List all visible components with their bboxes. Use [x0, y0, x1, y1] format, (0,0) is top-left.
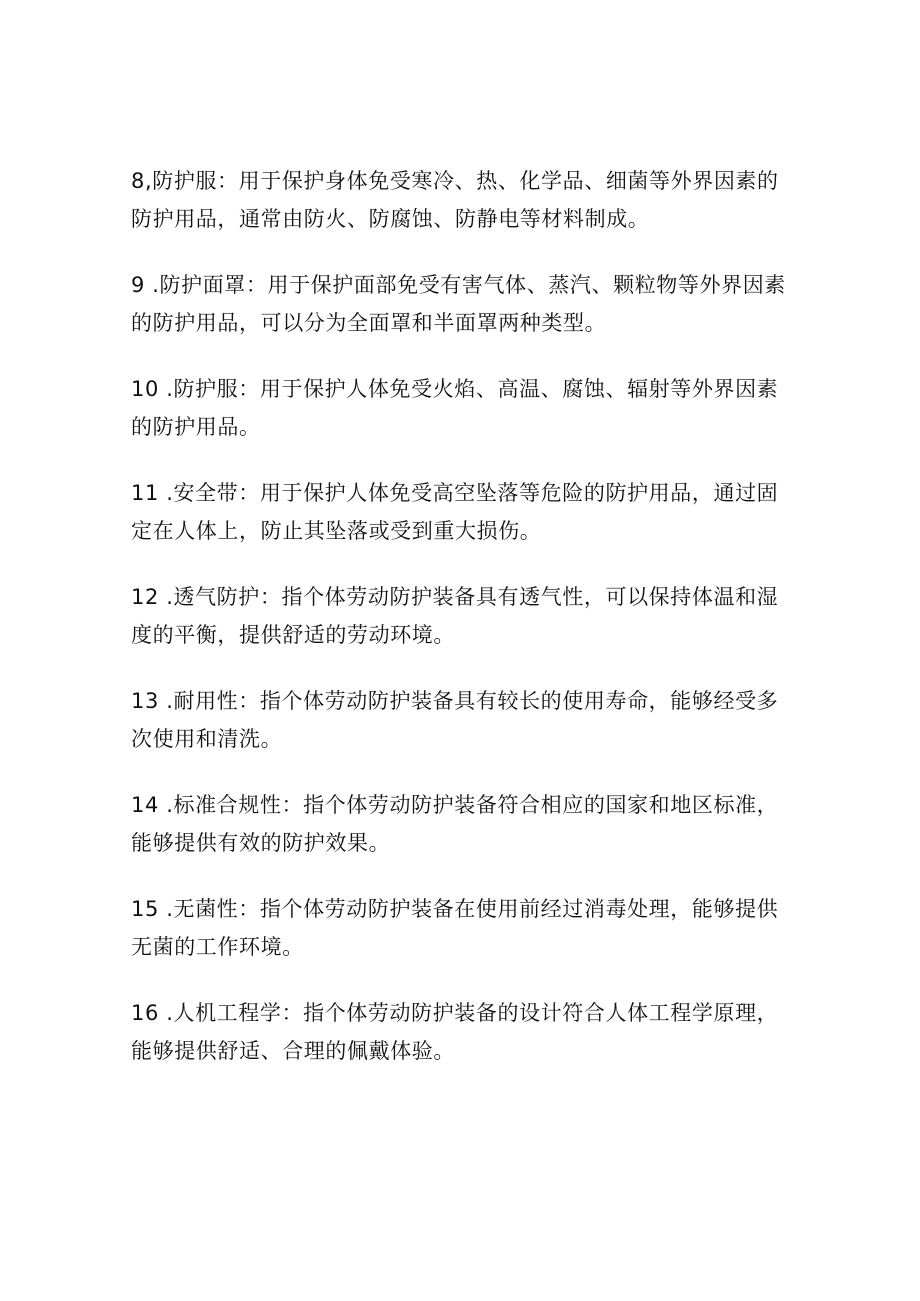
paragraph-item-16: 16 .人机工程学：指个体劳动防护装备的设计符合人体工程学原理，能够提供舒适、合理的佩戴体验。	[131, 1001, 779, 1063]
paragraph-item-13: 13 .耐用性：指个体劳动防护装备具有较长的使用寿命，能够经受多次使用和清洗。	[131, 689, 779, 751]
paragraph-item-8: 8,防护服：用于保护身体免受寒冷、热、化学品、细菌等外界因素的防护用品，通常由防火、防腐蚀、防静电等材料制成。	[131, 169, 779, 231]
paragraph-item-12: 12 .透气防护：指个体劳动防护装备具有透气性，可以保持体温和湿度的平衡，提供舒适的劳动环境。	[131, 585, 779, 647]
paragraph-item-14: 14 .标准合规性：指个体劳动防护装备符合相应的国家和地区标准，能够提供有效的防护效果。	[131, 793, 779, 855]
document-body	[131, 162, 791, 1098]
paragraph-item-15: 15 .无菌性：指个体劳动防护装备在使用前经过消毒处理，能够提供无菌的工作环境。	[131, 897, 779, 959]
paragraph-item-9: 9 .防护面罩：用于保护面部免受有害气体、蒸汽、颗粒物等外界因素的防护用品，可以分为全面罩和半面罩两种类型。	[131, 273, 786, 335]
paragraph-item-11: 11 .安全带：用于保护人体免受高空坠落等危险的防护用品，通过固定在人体上，防止其坠落或受到重大损伤。	[131, 481, 779, 543]
paragraph-item-10: 10 .防护服：用于保护人体免受火焰、高温、腐蚀、辐射等外界因素的防护用品。	[131, 377, 779, 439]
